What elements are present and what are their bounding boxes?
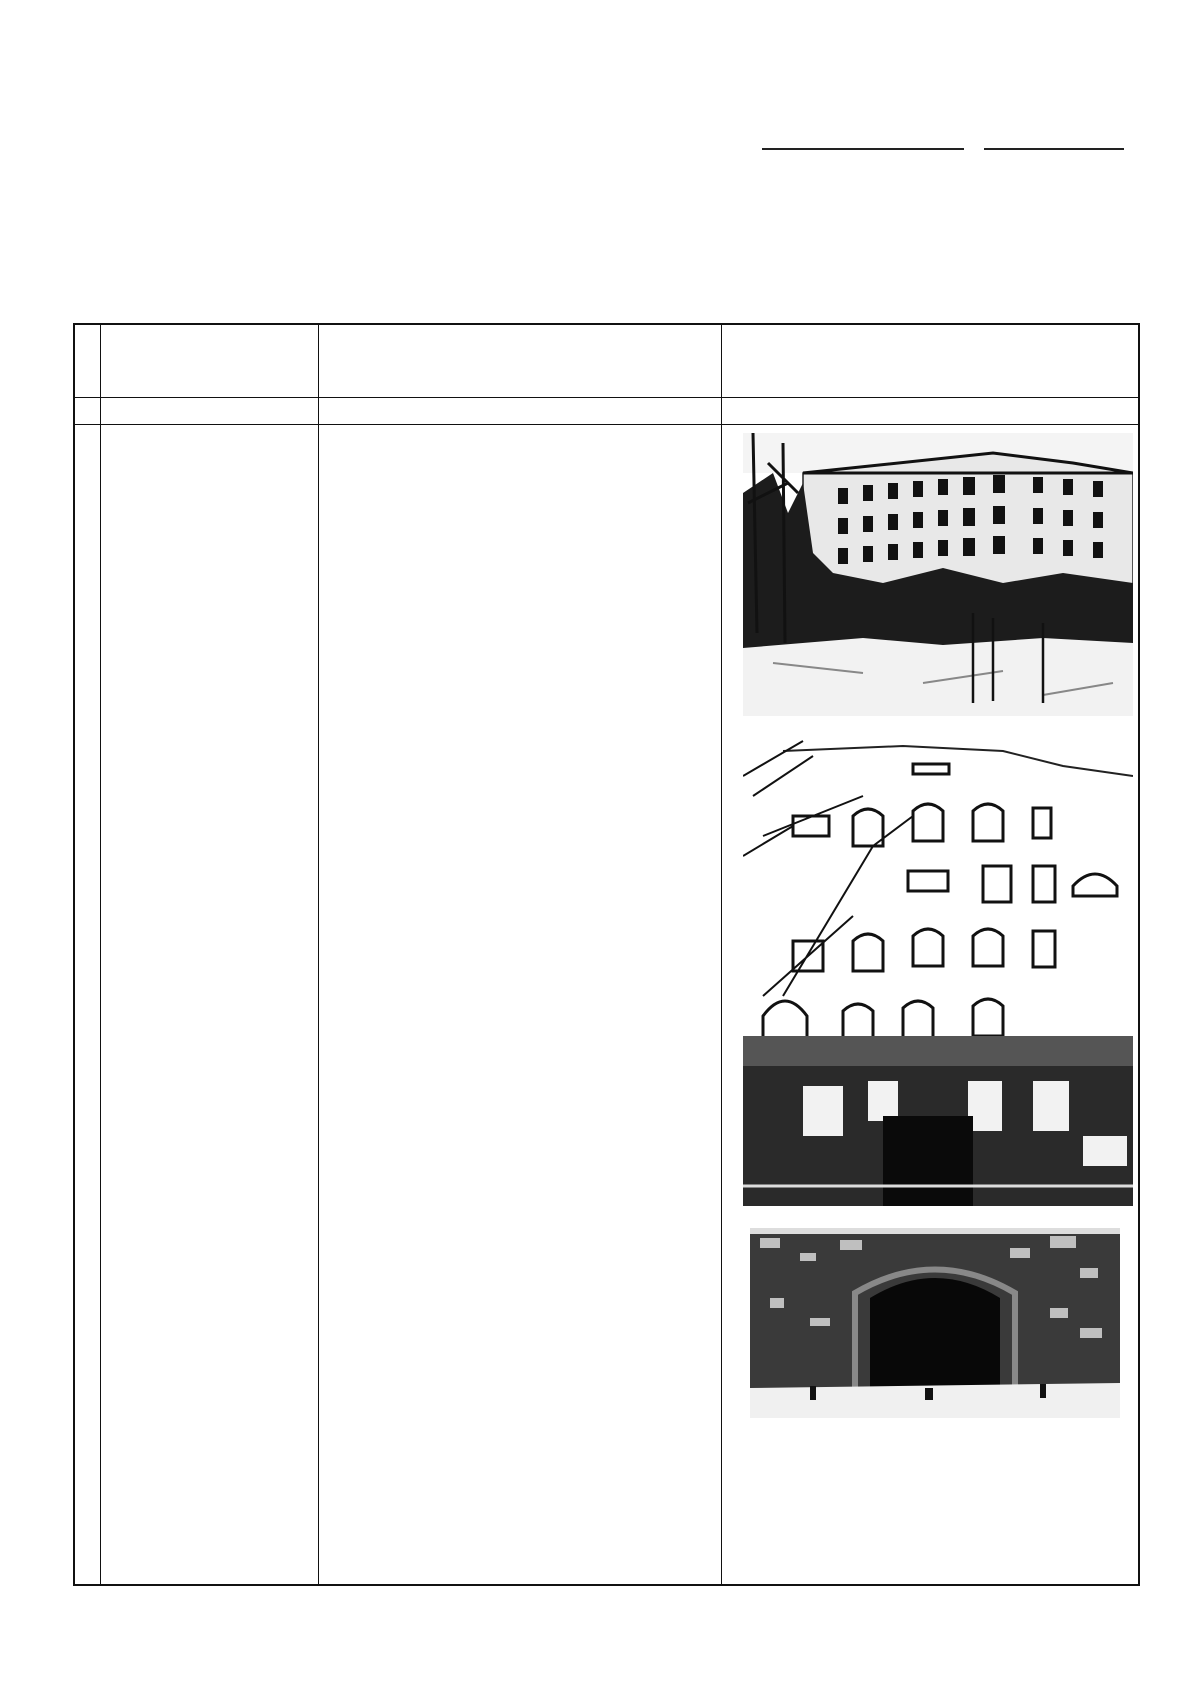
col-divider-2 xyxy=(318,325,319,1584)
order-date xyxy=(762,148,964,150)
number-row-divider xyxy=(75,424,1138,425)
photo-gate-arch xyxy=(750,1228,1120,1418)
header-row-divider xyxy=(75,397,1138,398)
order-line xyxy=(752,148,1124,150)
order-number xyxy=(984,148,1124,150)
photo-facade-arch xyxy=(743,736,1133,1206)
col-divider-1 xyxy=(100,325,101,1584)
protection-table xyxy=(73,323,1140,1586)
col-divider-3 xyxy=(721,325,722,1584)
photo-building-overview xyxy=(743,433,1133,716)
